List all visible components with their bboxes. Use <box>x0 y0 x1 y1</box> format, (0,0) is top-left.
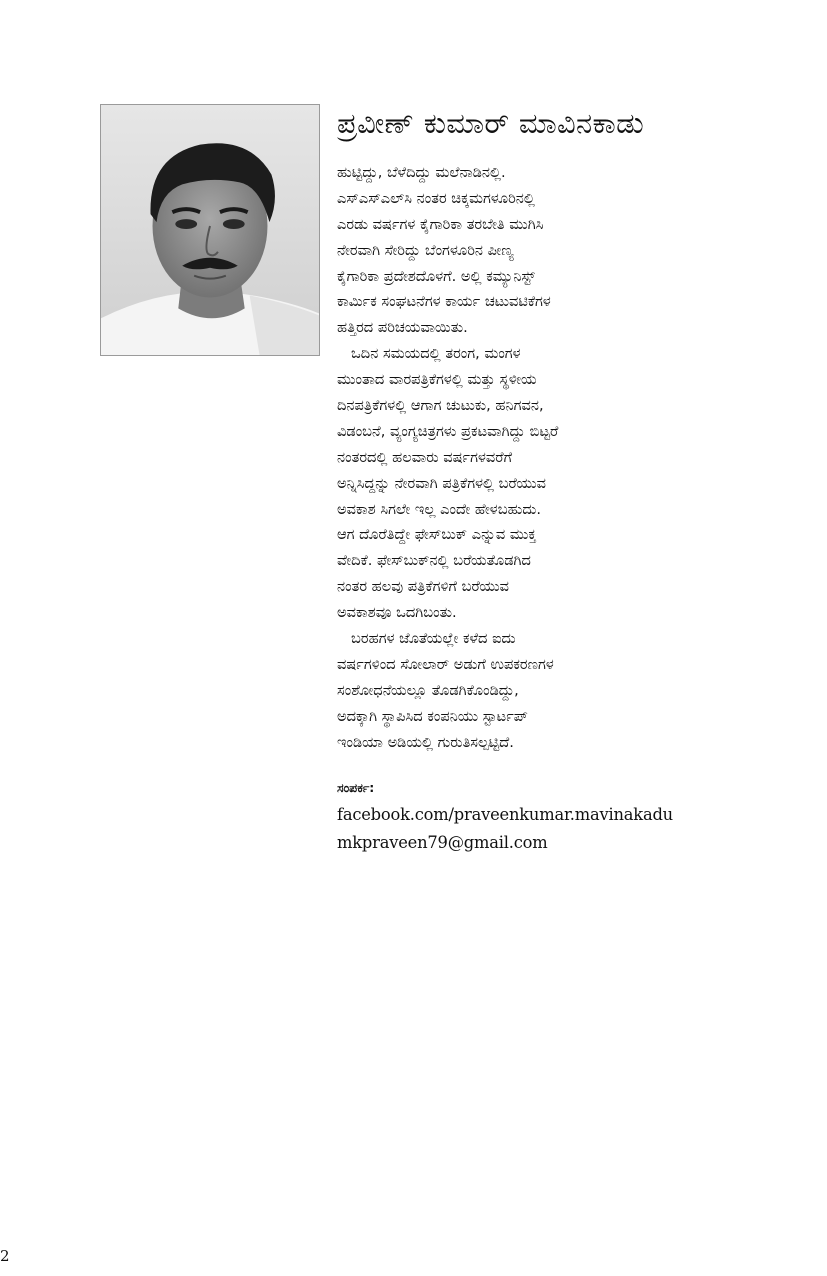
bio-line: ಅವಕಾಶವೂ ಒದಗಿಬಂತು. <box>337 604 457 622</box>
bio-line: ಎರಡು ವರ್ಷಗಳ ಕೈಗಾರಿಕಾ ತರಬೇತಿ ಮುಗಿಸಿ <box>337 215 544 233</box>
contact-section <box>337 777 797 857</box>
bio-line: ಕೈಗಾರಿಕಾ ಪ್ರದೇಶದೊಳಗೆ. ಅಲ್ಲಿ ಕಮ್ಯುನಿಸ್ಟ್ <box>337 267 535 285</box>
bio-text <box>337 160 797 755</box>
bio-line: ನಂತರ ಹಲವು ಪತ್ರಿಕೆಗಳಿಗೆ ಬರೆಯುವ <box>337 578 509 596</box>
bio-line: ಹತ್ತಿರದ ಪರಿಚಯವಾಯಿತು. <box>337 319 468 337</box>
contact-label: ಸಂಪರ್ಕ: <box>337 780 375 796</box>
bio-line: ಸಂಶೋಧನೆಯಲ್ಲೂ ತೊಡಗಿಕೊಂಡಿದ್ದು, <box>337 681 519 699</box>
author-bio-section <box>337 104 797 857</box>
author-photo <box>100 104 320 356</box>
bio-line: ದಿನಪತ್ರಿಕೆಗಳಲ್ಲಿ ಆಗಾಗ ಚುಟುಕು, ಹನಿಗವನ, <box>337 397 544 415</box>
bio-line: ಕಾರ್ಮಿಕ ಸಂಘಟನೆಗಳ ಕಾರ್ಯ ಚಟುವಟಿಕೆಗಳ <box>337 293 551 311</box>
bio-line: ಮುಂತಾದ ವಾರಪತ್ರಿಕೆಗಳಲ್ಲಿ ಮತ್ತು ಸ್ಥಳೀಯ <box>337 371 537 389</box>
bio-line: ನಂತರದಲ್ಲಿ ಹಲವಾರು ವರ್ಷಗಳವರೆಗೆ <box>337 448 513 466</box>
bio-line: ಎಸ್‌ಎಸ್‌ಎಲ್‌ಸಿ ನಂತರ ಚಿಕ್ಕಮಗಳೂರಿನಲ್ಲಿ <box>337 189 535 207</box>
bio-line: ವರ್ಷಗಳಿಂದ ಸೋಲಾರ್ ಅಡುಗೆ ಉಪಕರಣಗಳ <box>337 655 554 673</box>
page-number: 2 <box>0 1247 10 1265</box>
bio-line: ಅದಕ್ಕಾಗಿ ಸ್ಥಾಪಿಸಿದ ಕಂಪನಿಯು ಸ್ಟಾರ್ಟಪ್ <box>337 707 528 725</box>
bio-line: ಇಂಡಿಯಾ ಅಡಿಯಲ್ಲಿ ಗುರುತಿಸಲ್ಪಟ್ಟಿದೆ. <box>337 733 514 751</box>
bio-line: ಅವಕಾಶ ಸಿಗಲೇ ಇಲ್ಲ ಎಂದೇ ಹೇಳಬಹುದು. <box>337 500 542 518</box>
bio-line: ವೇದಿಕೆ. ಫೇಸ್‌ಬುಕ್‌ನಲ್ಲಿ ಬರೆಯತೊಡಗಿದ <box>337 552 531 570</box>
bio-line: ನೇರವಾಗಿ ಸೇರಿದ್ದು ಬೆಂಗಳೂರಿನ ಪೀಣ್ಯ <box>337 241 514 259</box>
bio-line: ವಿಡಂಬನೆ, ವ್ಯಂಗ್ಯಚಿತ್ರಗಳು ಪ್ರಕಟವಾಗಿದ್ದು ಬಿಟ್ಟರೆ <box>337 422 559 440</box>
facebook-link[interactable]: facebook.com/praveenkumar.mavinakadu <box>337 805 673 825</box>
bio-line: ಹುಟ್ಟಿದ್ದು, ಬೆಳೆದಿದ್ದು ಮಲೆನಾಡಿನಲ್ಲಿ. <box>337 164 506 181</box>
bio-line: ಆಗ ದೊರೆತಿದ್ದೇ ಫೇಸ್‌ಬುಕ್ ಎನ್ನುವ ಮುಕ್ತ <box>337 526 537 544</box>
email-link[interactable]: mkpraveen79@gmail.com <box>337 833 548 853</box>
bio-paragraph-start: ಬರಹಗಳ ಜೊತೆಯಲ್ಲೇ ಕಳೆದ ಐದು <box>351 630 516 648</box>
bio-paragraph-start: ಒದಿನ ಸಮಯದಲ್ಲಿ ತರಂಗ, ಮಂಗಳ <box>351 345 521 363</box>
author-name: ಪ್ರವೀಣ್ ಕುಮಾರ್ ಮಾವಿನಕಾಡು <box>337 106 645 140</box>
bio-line: ಅನ್ನಿಸಿದ್ದನ್ನು ನೇರವಾಗಿ ಪತ್ರಿಕೆಗಳಲ್ಲಿ ಬರೆಯುವ <box>337 474 547 492</box>
